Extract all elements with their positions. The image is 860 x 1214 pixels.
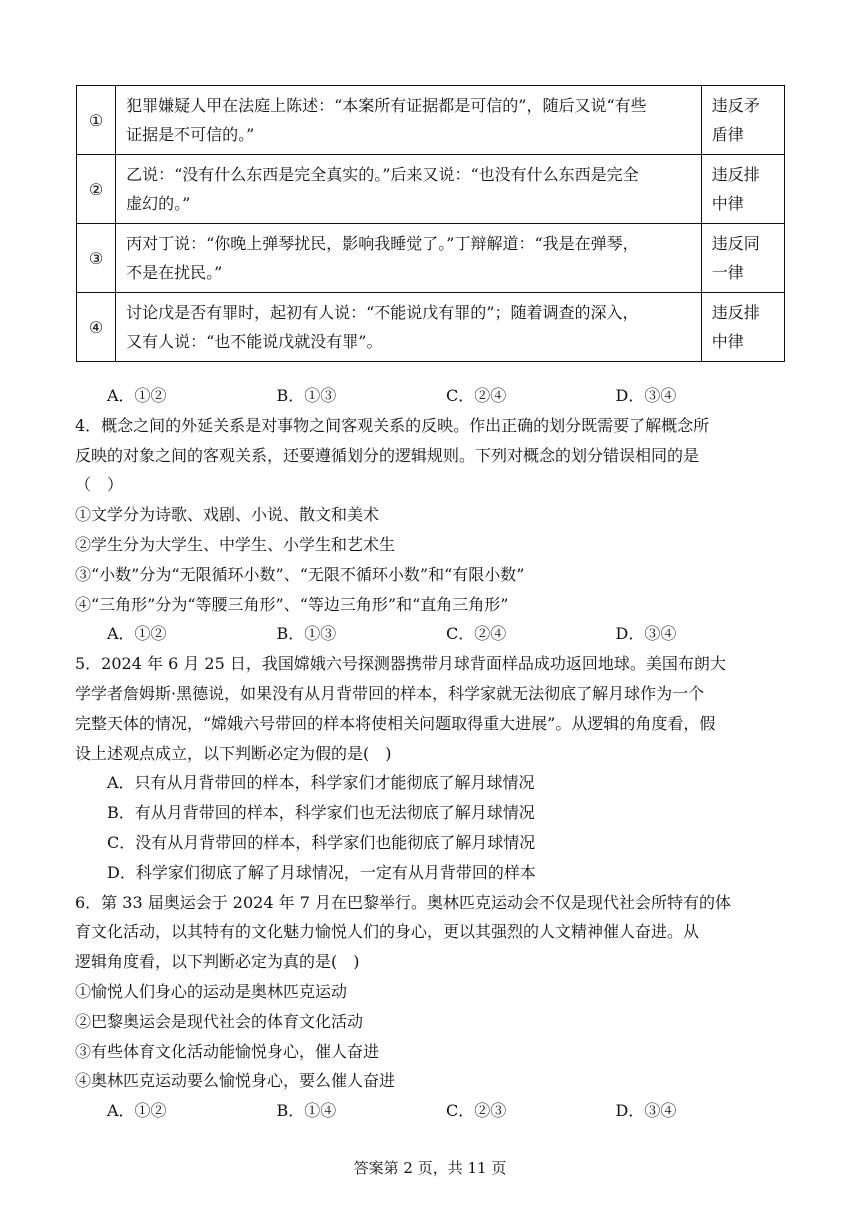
- verdict-line: 一律: [711, 263, 744, 282]
- row-verdict: [701, 224, 784, 293]
- table-row: [77, 224, 785, 293]
- verdict-line: 中律: [711, 332, 744, 351]
- q5-stem-line: 5．2024 年 6 月 25 日，我国嫦娥六号探测器携带月球背面样品成功返回地球。美国布朗大: [75, 654, 726, 674]
- statement-line: 证据是不可信的。”: [126, 125, 255, 144]
- q6-item: ②巴黎奥运会是现代社会的体育文化活动: [75, 1011, 364, 1031]
- row-statement: [116, 155, 702, 224]
- q6-option-d[interactable]: D．③④: [615, 1101, 677, 1121]
- q4-item: ④“三角形”分为“等腰三角形”、“等边三角形”和“直角三角形”: [75, 594, 509, 614]
- q3-options: [83, 381, 785, 411]
- q4-item: ①文学分为诗歌、戏剧、小说、散文和美术: [75, 505, 380, 525]
- verdict-line: 中律: [711, 194, 744, 213]
- statement-line: 乙说：“没有什么东西是完全真实的。”后来又说：“也没有什么东西是完全: [126, 165, 639, 184]
- row-number: ③: [77, 224, 116, 293]
- row-statement: [116, 293, 702, 362]
- q6-stem-line: 6．第 33 届奥运会于 2024 年 7 月在巴黎举行。奥林匹克运动会不仅是现代社会所特有的体: [75, 892, 731, 912]
- q4-stem-line: 4．概念之间的外延关系是对事物之间客观关系的反映。作出正确的划分既需要了解概念所: [75, 415, 710, 435]
- q6-stem-line: 逻辑角度看，以下判断必定为真的是( ): [75, 952, 360, 972]
- question-5: [75, 649, 785, 887]
- table-row: [77, 293, 785, 362]
- q4-item: ③“小数”分为“无限循环小数”、“无限不循环小数”和“有限小数”: [75, 564, 525, 584]
- q5-choice-d[interactable]: D．科学家们彻底了解了月球情况，一定有从月背带回的样本: [107, 862, 536, 882]
- statement-line: 不是在扰民。”: [126, 263, 223, 282]
- q6-stem-line: 育文化活动，以其特有的文化魅力愉悦人们的身心，更以其强烈的人文精神催人奋进。从: [75, 922, 700, 942]
- q3-option-d[interactable]: D．③④: [615, 386, 677, 405]
- verdict-line: 违反同: [711, 234, 760, 253]
- verdict-line: 违反矛: [711, 96, 760, 115]
- statement-line: 又有人说：“也不能说戊就没有罪”。: [126, 332, 383, 351]
- verdict-line: 违反排: [711, 303, 760, 322]
- row-statement: [116, 224, 702, 293]
- statement-line: 讨论戊是否有罪时，起初有人说：“不能说戊有罪的”；随着调查的深入，: [126, 303, 639, 322]
- statement-line: 虚幻的。”: [126, 194, 191, 213]
- table-row: [77, 155, 785, 224]
- q5-choice-a[interactable]: A．只有从月背带回的样本，科学家们才能彻底了解月球情况: [107, 773, 535, 793]
- q4-options: [83, 619, 785, 649]
- question-6: [75, 888, 785, 1126]
- q6-option-a[interactable]: A．①②: [107, 1101, 167, 1121]
- verdict-line: 盾律: [711, 125, 744, 144]
- statement-line: 丙对丁说：“你晚上弹琴扰民，影响我睡觉了。”丁辩解道：“我是在弹琴，: [126, 234, 639, 253]
- page-footer: 答案第 2 页，共 11 页: [353, 1159, 507, 1177]
- q6-item: ①愉悦人们身心的运动是奥林匹克运动: [75, 981, 348, 1001]
- q5-choice-c[interactable]: C．没有从月背带回的样本，科学家们也能彻底了解月球情况: [107, 832, 536, 852]
- q6-option-c[interactable]: C．②③: [446, 1101, 507, 1121]
- verdict-line: 违反排: [711, 165, 760, 184]
- row-number: ④: [77, 293, 116, 362]
- q3-option-c[interactable]: C．②④: [446, 386, 507, 405]
- q4-option-a[interactable]: A．①②: [107, 624, 167, 644]
- q3-option-a[interactable]: A．①②: [107, 386, 167, 405]
- q6-option-b[interactable]: B．①④: [276, 1101, 337, 1121]
- row-number: ①: [77, 86, 116, 155]
- statement-line: 犯罪嫌疑人甲在法庭上陈述：“本案所有证据都是可信的”，随后又说“有些: [126, 96, 647, 115]
- q5-choice-b[interactable]: B．有从月背带回的样本，科学家们也无法彻底了解月球情况: [107, 803, 535, 823]
- q3-option-b[interactable]: B．①③: [276, 386, 337, 405]
- q4-option-c[interactable]: C．②④: [446, 624, 507, 644]
- q4-stem-line: （ ）: [75, 475, 124, 495]
- q5-stem-line: 学学者詹姆斯·黑德说，如果没有从月背带回的样本，科学家就无法彻底了解月球作为一个: [75, 683, 705, 703]
- questions-body: [75, 381, 785, 1126]
- table-row: [77, 86, 785, 155]
- row-verdict: [701, 293, 784, 362]
- question-4: [75, 411, 785, 649]
- q4-stem-line: 反映的对象之间的客观关系，还要遵循划分的逻辑规则。下列对概念的划分错误相同的是: [75, 445, 700, 465]
- q5-stem-line: 设上述观点成立，以下判断必定为假的是( ): [75, 743, 392, 763]
- q4-item: ②学生分为大学生、中学生、小学生和艺术生: [75, 534, 396, 554]
- q4-option-b[interactable]: B．①③: [276, 624, 337, 644]
- q6-item: ④奥林匹克运动要么愉悦身心，要么催人奋进: [75, 1071, 396, 1091]
- q4-option-d[interactable]: D．③④: [615, 624, 677, 644]
- q6-options: [83, 1096, 785, 1126]
- q5-stem-line: 完整天体的情况，“嫦娥六号带回的样本将使相关问题取得重大进展”。从逻辑的角度看，假: [75, 713, 716, 733]
- row-statement: [116, 86, 702, 155]
- row-number: ②: [77, 155, 116, 224]
- logic-law-table: [76, 85, 785, 362]
- q6-item: ③有些体育文化活动能愉悦身心，催人奋进: [75, 1041, 380, 1061]
- row-verdict: [701, 155, 784, 224]
- row-verdict: [701, 86, 784, 155]
